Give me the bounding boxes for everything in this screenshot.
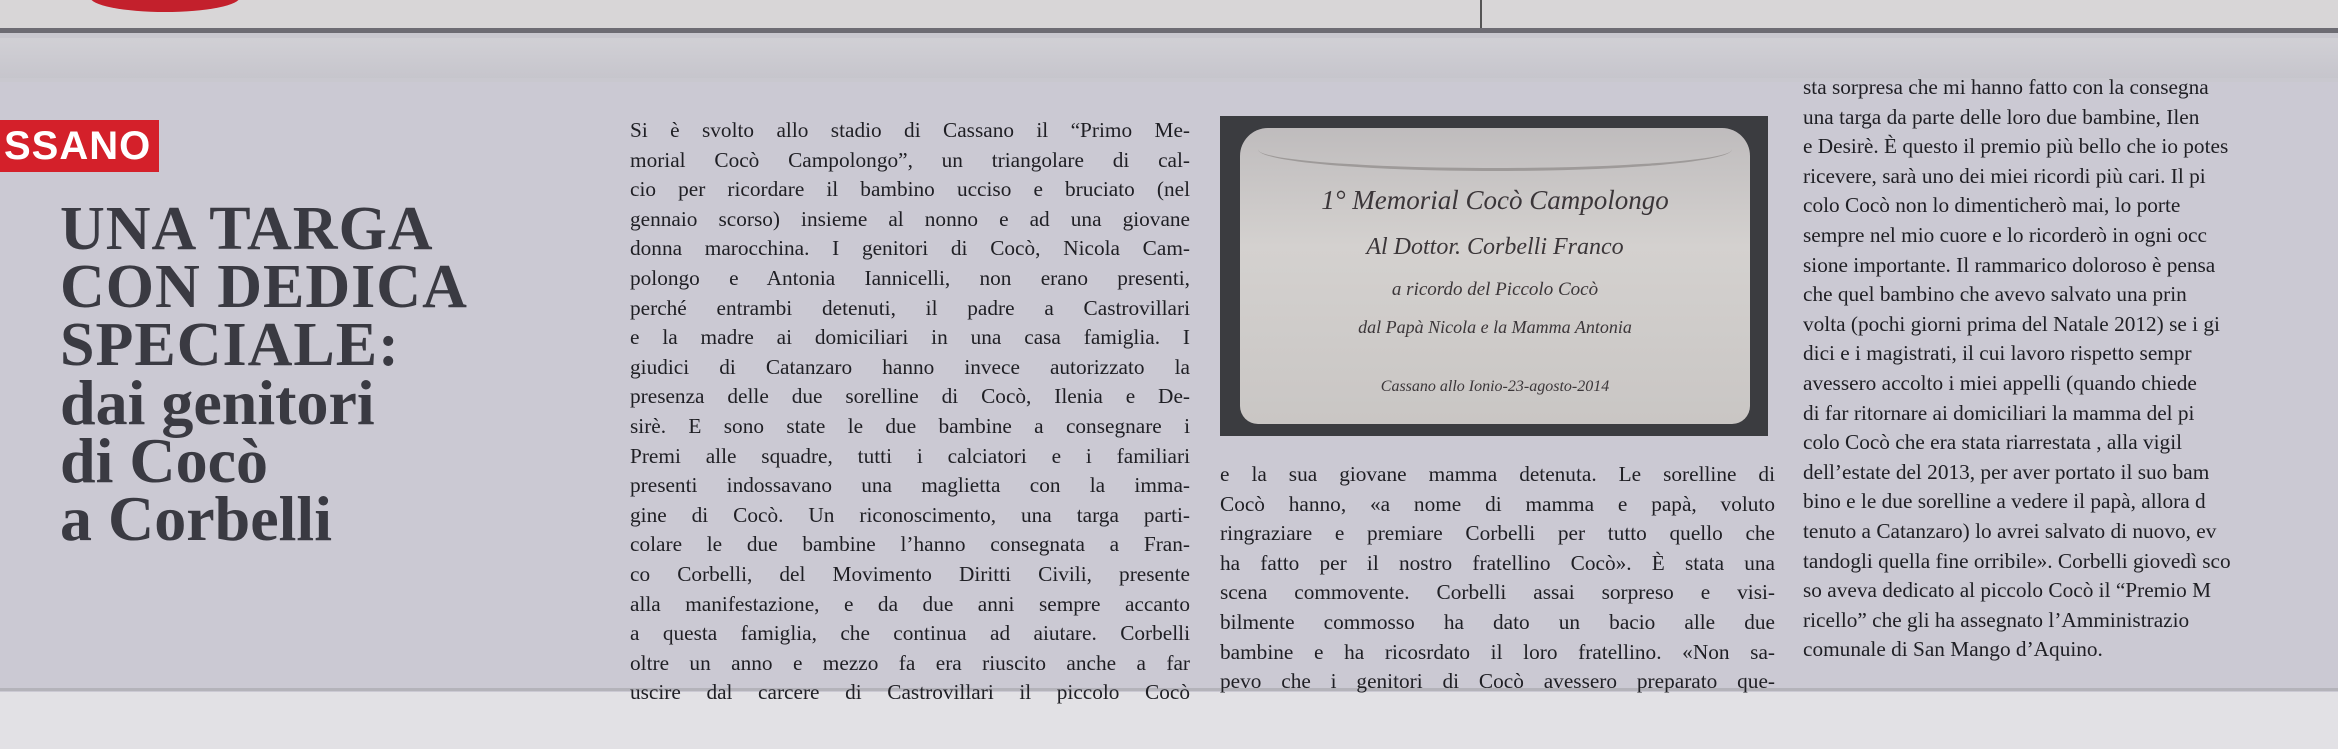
headline [60,195,600,554]
article-line: ricello” che gli ha assegnato l’Amministrazio [1803,607,2190,632]
plaque-line: Al Dottor. Corbelli Franco [1366,234,1624,260]
article-line: tandogli quella fine orribile». Corbelli giovedì sco [1803,548,2231,573]
article-line: di far ritornare ai domiciliari la mamma del pi [1803,400,2195,425]
article-line: gennaio scorso) insieme al nonno e ad una giovane [630,206,1190,231]
article-line: avessero accolto i miei appelli (quando chiede [1803,370,2197,395]
article-line: presenza delle due sorelline di Cocò, Ilenia e De- [630,384,1190,409]
article-line: perché entrambi detenuti, il padre a Castrovillari [630,295,1190,320]
article-line: cio per ricordare il bambino ucciso e bruciato (nel [630,177,1190,202]
article-line: volta (pochi giorni prima del Natale 2012) se i gi [1803,311,2220,336]
article-line: so aveva dedicato al piccolo Cocò il “Premio M [1803,578,2212,603]
plaque-inscription [1240,185,1750,396]
article-line: sempre nel mio cuore e lo ricorderò in ogni occ [1803,222,2207,247]
headline-line: dai genitori [60,367,375,438]
article-line: alla manifestazione, e da due anni sempre accanto [630,591,1190,616]
article-line: tenuto a Catanzaro) lo avrei salvato di nuovo, ev [1803,518,2217,543]
article-line: bilmente commosso ha dato un bacio alle due [1220,609,1775,634]
article-line: co Corbelli, del Movimento Diritti Civili, presente [630,561,1190,586]
article-line: a questa famiglia, che continua ad aiutare. Corbelli [630,621,1190,646]
article-column-1 [630,116,1190,708]
article-line: uscire dal carcere di Castrovillari il piccolo Cocò [630,680,1190,705]
article-line: scena commovente. Corbelli assai sorpreso e visi- [1220,580,1775,605]
article-line: e la madre ai domiciliari in una casa famiglia. I [630,325,1190,350]
headline-line: CON DEDICA [60,253,468,321]
plaque-line: a ricordo del Piccolo Cocò [1391,279,1599,300]
article-line: Cocò hanno, «a nome di mamma e papà, voluto [1220,491,1775,516]
article-line: bino e le due sorelline a vedere il papà, allora d [1803,489,2206,514]
headline-line: UNA TARGA [60,195,434,263]
article-line: Si è svolto allo stadio di Cassano il “Primo Me- [630,118,1190,142]
article-line: e la sua giovane mamma detenuta. Le sorelline di [1220,462,1775,486]
article-line: giudici di Catanzaro hanno invece autorizzato la [630,354,1190,379]
article-line: dell’estate del 2013, per aver portato il suo bam [1803,459,2210,484]
article-line: presenti indossavano una maglietta con la imma- [630,473,1190,498]
article-line: bambine e ha ricosrdato il loro fratellino. «Non sa- [1220,639,1775,664]
article-line: sirè. E sono state le due bambine a consegnare i [630,413,1190,438]
article-line: colo Cocò che era stata riarrestata , alla vigil [1803,430,2183,455]
article-line: comunale di San Mango d’Aquino. [1803,637,2103,662]
article-line: sta sorpresa che mi hanno fatto con la consegna [1803,75,2209,99]
article-line: e Desirè. È questo il premio più bello che io potes [1803,134,2229,159]
section-tag: SSANO [0,120,159,172]
top-page-strip [0,0,2338,28]
top-rule [0,28,2338,33]
article-line: ringraziare e premiare Corbelli per tutto quello che [1220,521,1775,546]
article-line: polongo e Antonia Iannicelli, non erano presenti, [630,265,1190,290]
article-line: morial Cocò Campolongo”, un triangolare di cal- [630,147,1190,172]
headline-line: di Cocò [60,425,268,496]
article-column-2 [1220,460,1775,697]
article-line: oltre un anno e mezzo fa era riuscito anche a far [630,650,1190,675]
plaque-line: dal Papà Nicola e la Mamma Antonia [1358,317,1632,337]
plaque-line: Cassano allo Ionio-23-agosto-2014 [1380,378,1610,395]
bleed-through-band [0,38,2338,78]
headline-line: a Corbelli [60,483,332,554]
article-line: ha fatto per il nostro fratellino Cocò». È stata una [1220,550,1775,575]
plaque-line: 1° Memorial Cocò Campolongo [1321,185,1669,215]
article-line: una targa da parte delle loro due bambine, Ilen [1803,104,2200,129]
article-line: ricevere, sarà uno dei miei ricordi più cari. Il pi [1803,163,2206,188]
article-line: colo Cocò non lo dimenticherò mai, lo porte [1803,193,2181,218]
article-line: sione importante. Il rammarico doloroso è pensa [1803,252,2216,277]
article-line: gine di Cocò. Un riconoscimento, una targa parti- [630,502,1190,527]
column-divider [1480,0,1482,28]
article-column-3 [1803,73,2338,665]
headline-line: SPECIALE: [60,311,400,379]
article-line: colare le due bambine l’hanno consegnata a Fran- [630,532,1190,557]
plaque-scroll-edge [1258,128,1732,171]
article-line: dici e i magistrati, il cui lavoro rispetto sempr [1803,341,2192,366]
article-line: Premi alle squadre, tutti i calciatori e i familiari [630,443,1190,468]
article-line: pevo che i genitori di Cocò avessero preparato que- [1220,669,1775,694]
article-line: che quel bambino che avevo salvato una prin [1803,282,2187,307]
red-logo-fragment [90,0,240,12]
article-line: donna marocchina. I genitori di Cocò, Nicola Cam- [630,236,1190,261]
